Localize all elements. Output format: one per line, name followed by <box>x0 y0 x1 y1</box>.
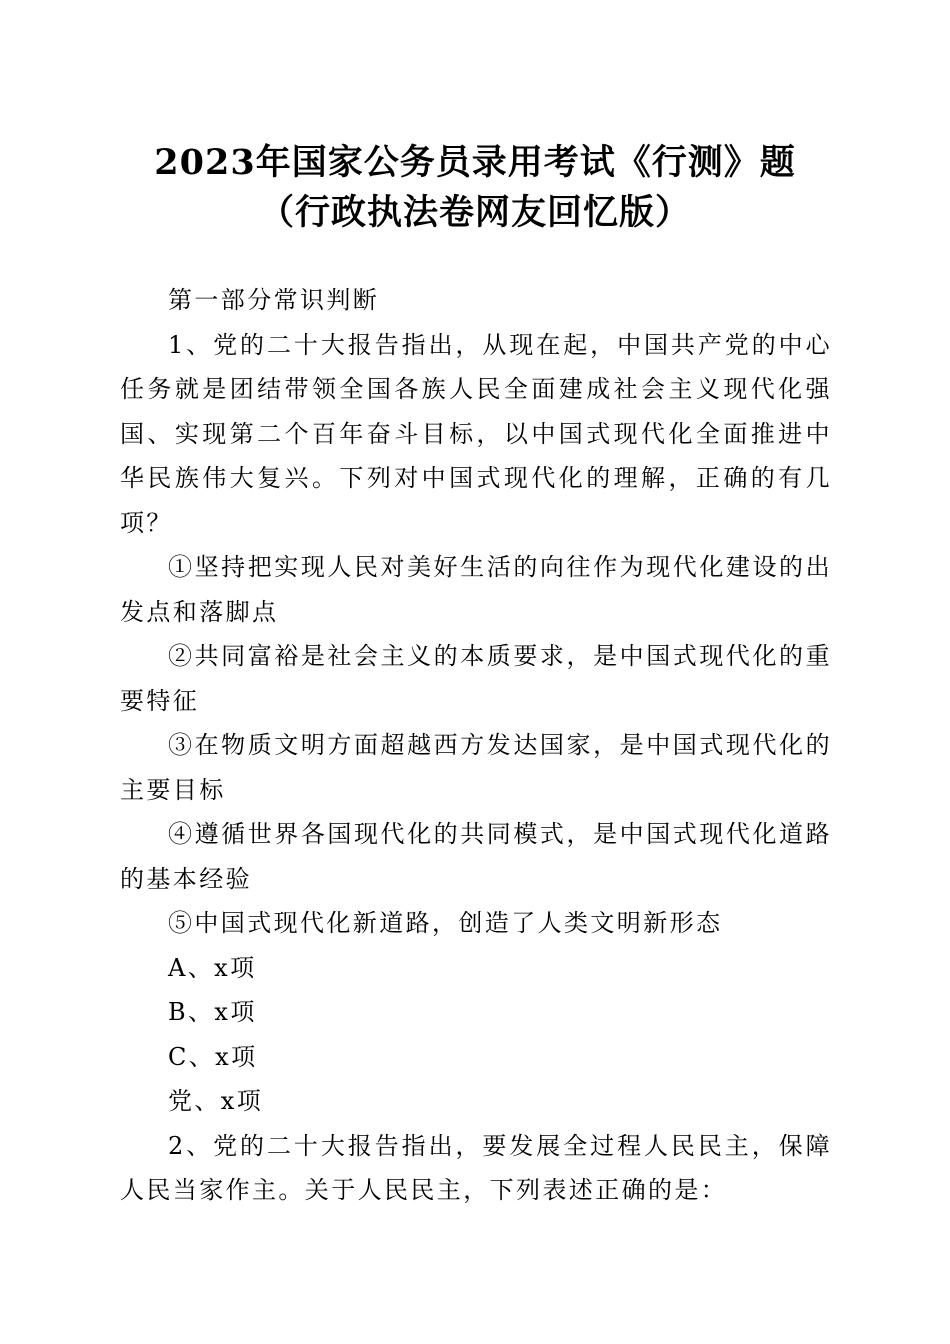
answer-option: 党、x项 <box>168 1087 264 1115</box>
question-statement: ③在物质文明方面超越西方发达国家，是中国式现代化的主要目标 <box>120 731 832 804</box>
question-stem: 1、党的二十大报告指出，从现在起，中国共产党的中心任务就是团结带领全国各族人民全面建成社会主义现代化强国、实现第二个百年奋斗目标，以中国式现代化全面推进中华民族伟大复兴。下列对中国式现代化的理解，正确的有几项？ <box>120 330 832 537</box>
answer-option: C、x项 <box>168 1042 258 1071</box>
document-title: 2023年国家公务员录用考试《行测》题（行政执法卷网友回忆版） <box>154 142 796 233</box>
question-statement: ①坚持把实现人民对美好生活的向往作为现代化建设的出发点和落脚点 <box>120 553 832 626</box>
question-statement: ④遵循世界各国现代化的共同模式，是中国式现代化道路的基本经验 <box>120 820 832 893</box>
document-body <box>120 278 832 1213</box>
section-heading: 第一部分常识判断 <box>168 286 380 314</box>
question-statement: ②共同富裕是社会主义的本质要求，是中国式现代化的重要特征 <box>120 642 832 715</box>
answer-option: A、x项 <box>168 953 257 982</box>
question-statement: ⑤中国式现代化新道路，创造了人类文明新形态 <box>168 909 723 937</box>
answer-option: B、x项 <box>168 998 257 1026</box>
question-stem: 2、党的二十大报告指出，要发展全过程人民民主，保障人民当家作主。关于人民民主，下列表述正确的是： <box>120 1131 832 1204</box>
